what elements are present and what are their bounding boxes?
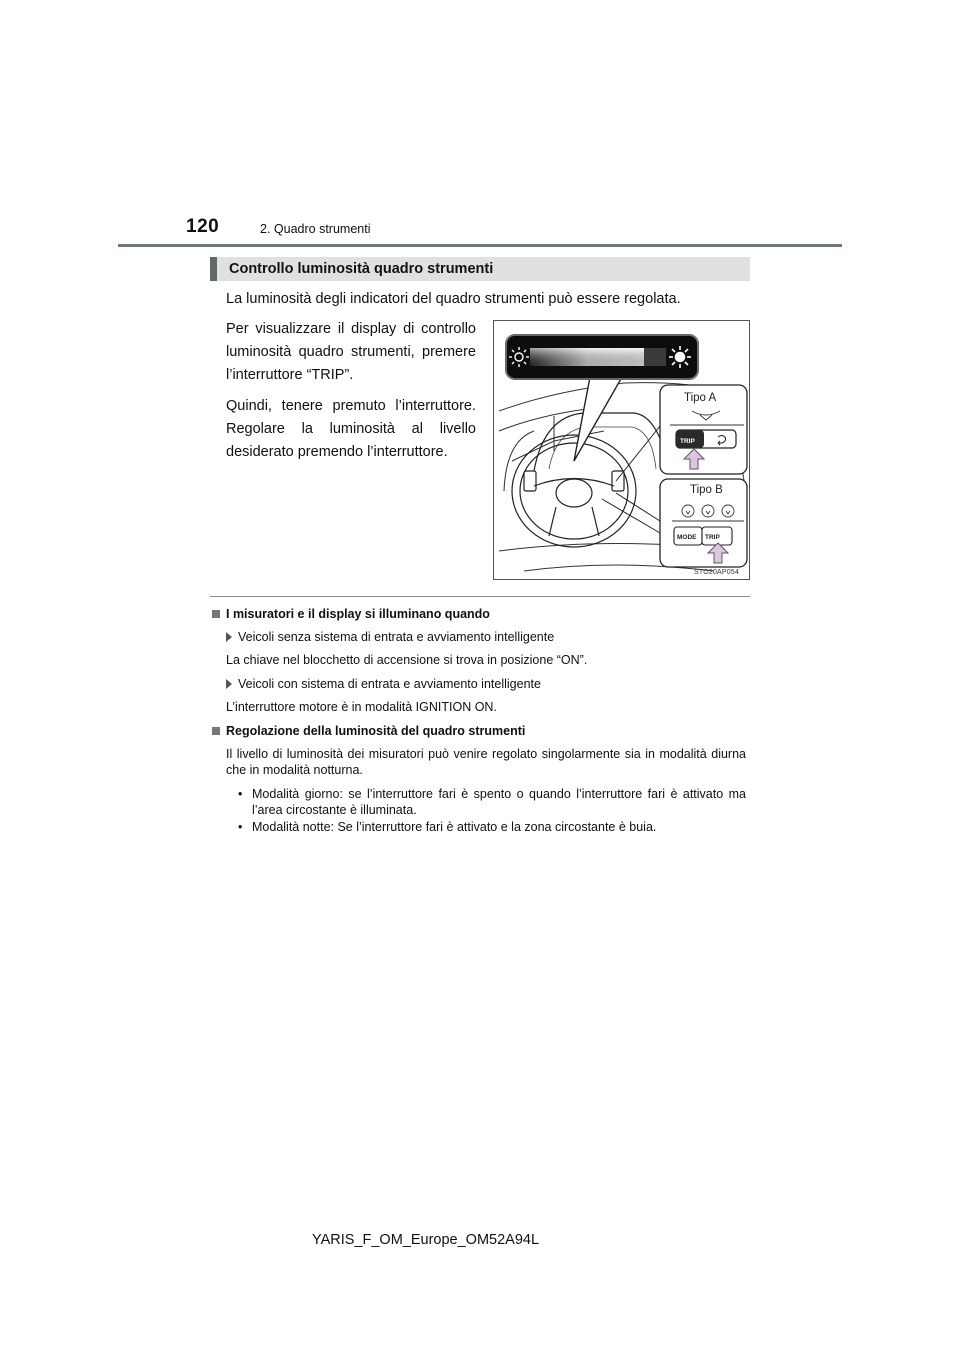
footer-code: YARIS_F_OM_Europe_OM52A94L — [312, 1232, 540, 1248]
intro-text: La luminosità degli indicatori del quadro strumenti può essere regolata. — [226, 291, 681, 307]
bullet-list — [238, 786, 746, 835]
list-item: • Modalità giorno: se l’interruttore fari è spento o quando l’interruttore fari è attivato ma l’area circostante è illuminata. — [238, 787, 746, 817]
instruction-1: Per visualizzare il display di controllo luminosità quadro strumenti, premere l’interruttore “TRIP”. — [226, 321, 476, 383]
note-heading-2-text: Regolazione della luminosità del quadro strumenti — [226, 724, 526, 738]
figure-code: STO20AP054 — [694, 569, 740, 576]
page-number: 120 — [186, 216, 220, 237]
list-item-text: Modalità notte: Se l’interruttore fari è attivato e la zona circostante è buia. — [252, 820, 657, 834]
section-title: Controllo luminosità quadro strumenti — [229, 261, 494, 277]
divider — [210, 596, 750, 597]
instruction-2: Quindi, tenere premuto l’interruttore. Regolare la luminosità al livello desiderato premendo l’interruttore. — [226, 398, 476, 460]
paragraph-2: L’interruttore motore è in modalità IGNITION ON. — [226, 700, 497, 714]
tipo-a-label: Tipo A — [684, 392, 717, 404]
dashboard-figure — [493, 320, 750, 580]
note-heading-1 — [212, 606, 746, 622]
tipo-b-label: Tipo B — [690, 484, 723, 496]
paragraph-3: Il livello di luminosità dei misuratori può venire regolato singolarmente sia in modalità diurna che in modalità notturna. — [226, 747, 746, 777]
note-heading-1-text: I misuratori e il display si illuminano quando — [226, 607, 490, 621]
list-item-text: Modalità giorno: se l’interruttore fari è spento o quando l’interruttore fari è attivato ma l’area circostante è illuminata. — [252, 787, 746, 817]
condition-2 — [226, 676, 746, 692]
header-rule — [118, 244, 842, 247]
triangle-bullet-icon — [226, 679, 232, 689]
trip-label-b: TRIP — [705, 534, 720, 541]
condition-1 — [226, 629, 746, 645]
paragraph-1: La chiave nel blocchetto di accensione si trova in posizione “ON”. — [226, 653, 588, 667]
condition-2-text: Veicoli con sistema di entrata e avviamento intelligente — [238, 677, 541, 691]
chapter-title: 2. Quadro strumenti — [260, 222, 371, 236]
dashboard-illustration — [494, 321, 750, 580]
sun-bright-icon — [669, 346, 691, 368]
mode-label: MODE — [677, 534, 697, 541]
square-bullet-icon — [212, 727, 220, 735]
instructions — [226, 318, 476, 472]
condition-1-text: Veicoli senza sistema di entrata e avviamento intelligente — [238, 630, 555, 644]
triangle-bullet-icon — [226, 632, 232, 642]
trip-label-a: TRIP — [680, 438, 695, 445]
steering-wheel — [512, 435, 636, 547]
note-heading-2 — [212, 723, 746, 739]
section-bar — [210, 257, 750, 281]
notes — [212, 606, 746, 836]
list-item: • Modalità notte: Se l’interruttore fari è attivato e la zona circostante è buia. — [238, 820, 657, 834]
square-bullet-icon — [212, 610, 220, 618]
